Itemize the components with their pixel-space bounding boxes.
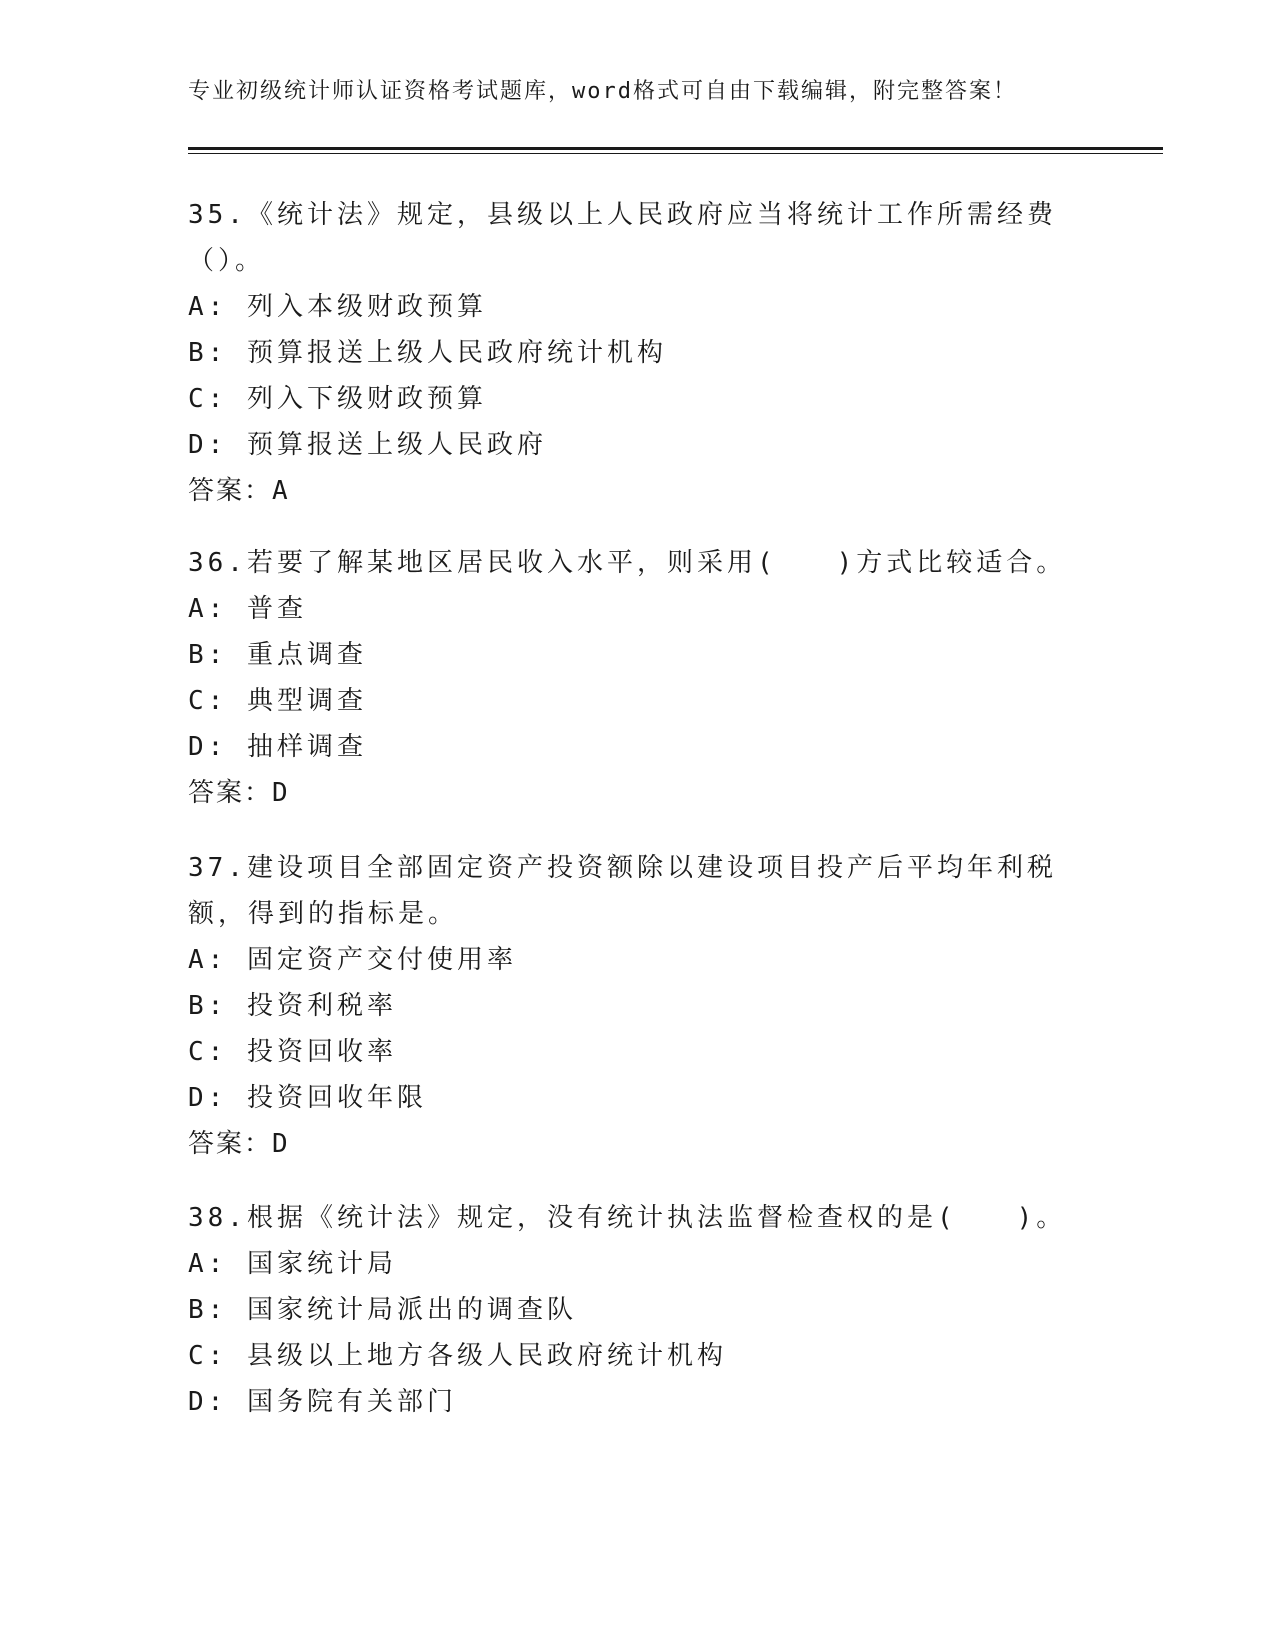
option-c: C: 列入下级财政预算	[188, 384, 487, 414]
header-rule-thin	[188, 153, 1163, 154]
question-37	[188, 845, 1088, 1167]
option-d: D: 国务院有关部门	[188, 1387, 457, 1417]
option-d: D: 抽样调查	[188, 732, 367, 762]
question-36	[188, 540, 1088, 816]
option-d: D: 预算报送上级人民政府	[188, 430, 547, 460]
answer-value: D	[272, 1129, 290, 1159]
question-38	[188, 1195, 1088, 1425]
answer-label: 答案：	[188, 476, 273, 506]
question-stem: 35.《统计法》规定，县级以上人民政府应当将统计工作所需经费（）。	[188, 200, 1057, 276]
option-c: C: 典型调查	[188, 686, 367, 716]
option-a: A: 固定资产交付使用率	[188, 945, 517, 975]
option-b: B: 预算报送上级人民政府统计机构	[188, 338, 667, 368]
option-b: B: 国家统计局派出的调查队	[188, 1295, 577, 1325]
answer-value: A	[272, 476, 290, 506]
option-a: A: 列入本级财政预算	[188, 292, 487, 322]
option-b: B: 投资利税率	[188, 991, 397, 1021]
question-stem: 38.根据《统计法》规定，没有统计执法监督检查权的是( )。	[188, 1203, 1067, 1233]
option-a: A: 普查	[188, 594, 307, 624]
question-35	[188, 192, 1088, 514]
answer	[188, 1121, 1088, 1167]
option-c: C: 县级以上地方各级人民政府统计机构	[188, 1341, 727, 1371]
answer	[188, 770, 1088, 816]
answer-value: D	[272, 778, 290, 808]
answer-label: 答案：	[188, 778, 273, 808]
option-b: B: 重点调查	[188, 640, 367, 670]
answer	[188, 468, 1088, 514]
option-d: D: 投资回收年限	[188, 1083, 427, 1113]
option-c: C: 投资回收率	[188, 1037, 397, 1067]
answer-label: 答案：	[188, 1129, 273, 1159]
page-header: 专业初级统计师认证资格考试题库，word格式可自由下载编辑，附完整答案！	[188, 79, 1017, 104]
header-rule-thick	[188, 147, 1163, 150]
option-a: A: 国家统计局	[188, 1249, 397, 1279]
question-stem: 37.建设项目全部固定资产投资额除以建设项目投产后平均年利税额，得到的指标是。	[188, 853, 1057, 929]
question-stem: 36.若要了解某地区居民收入水平，则采用( )方式比较适合。	[188, 548, 1067, 578]
